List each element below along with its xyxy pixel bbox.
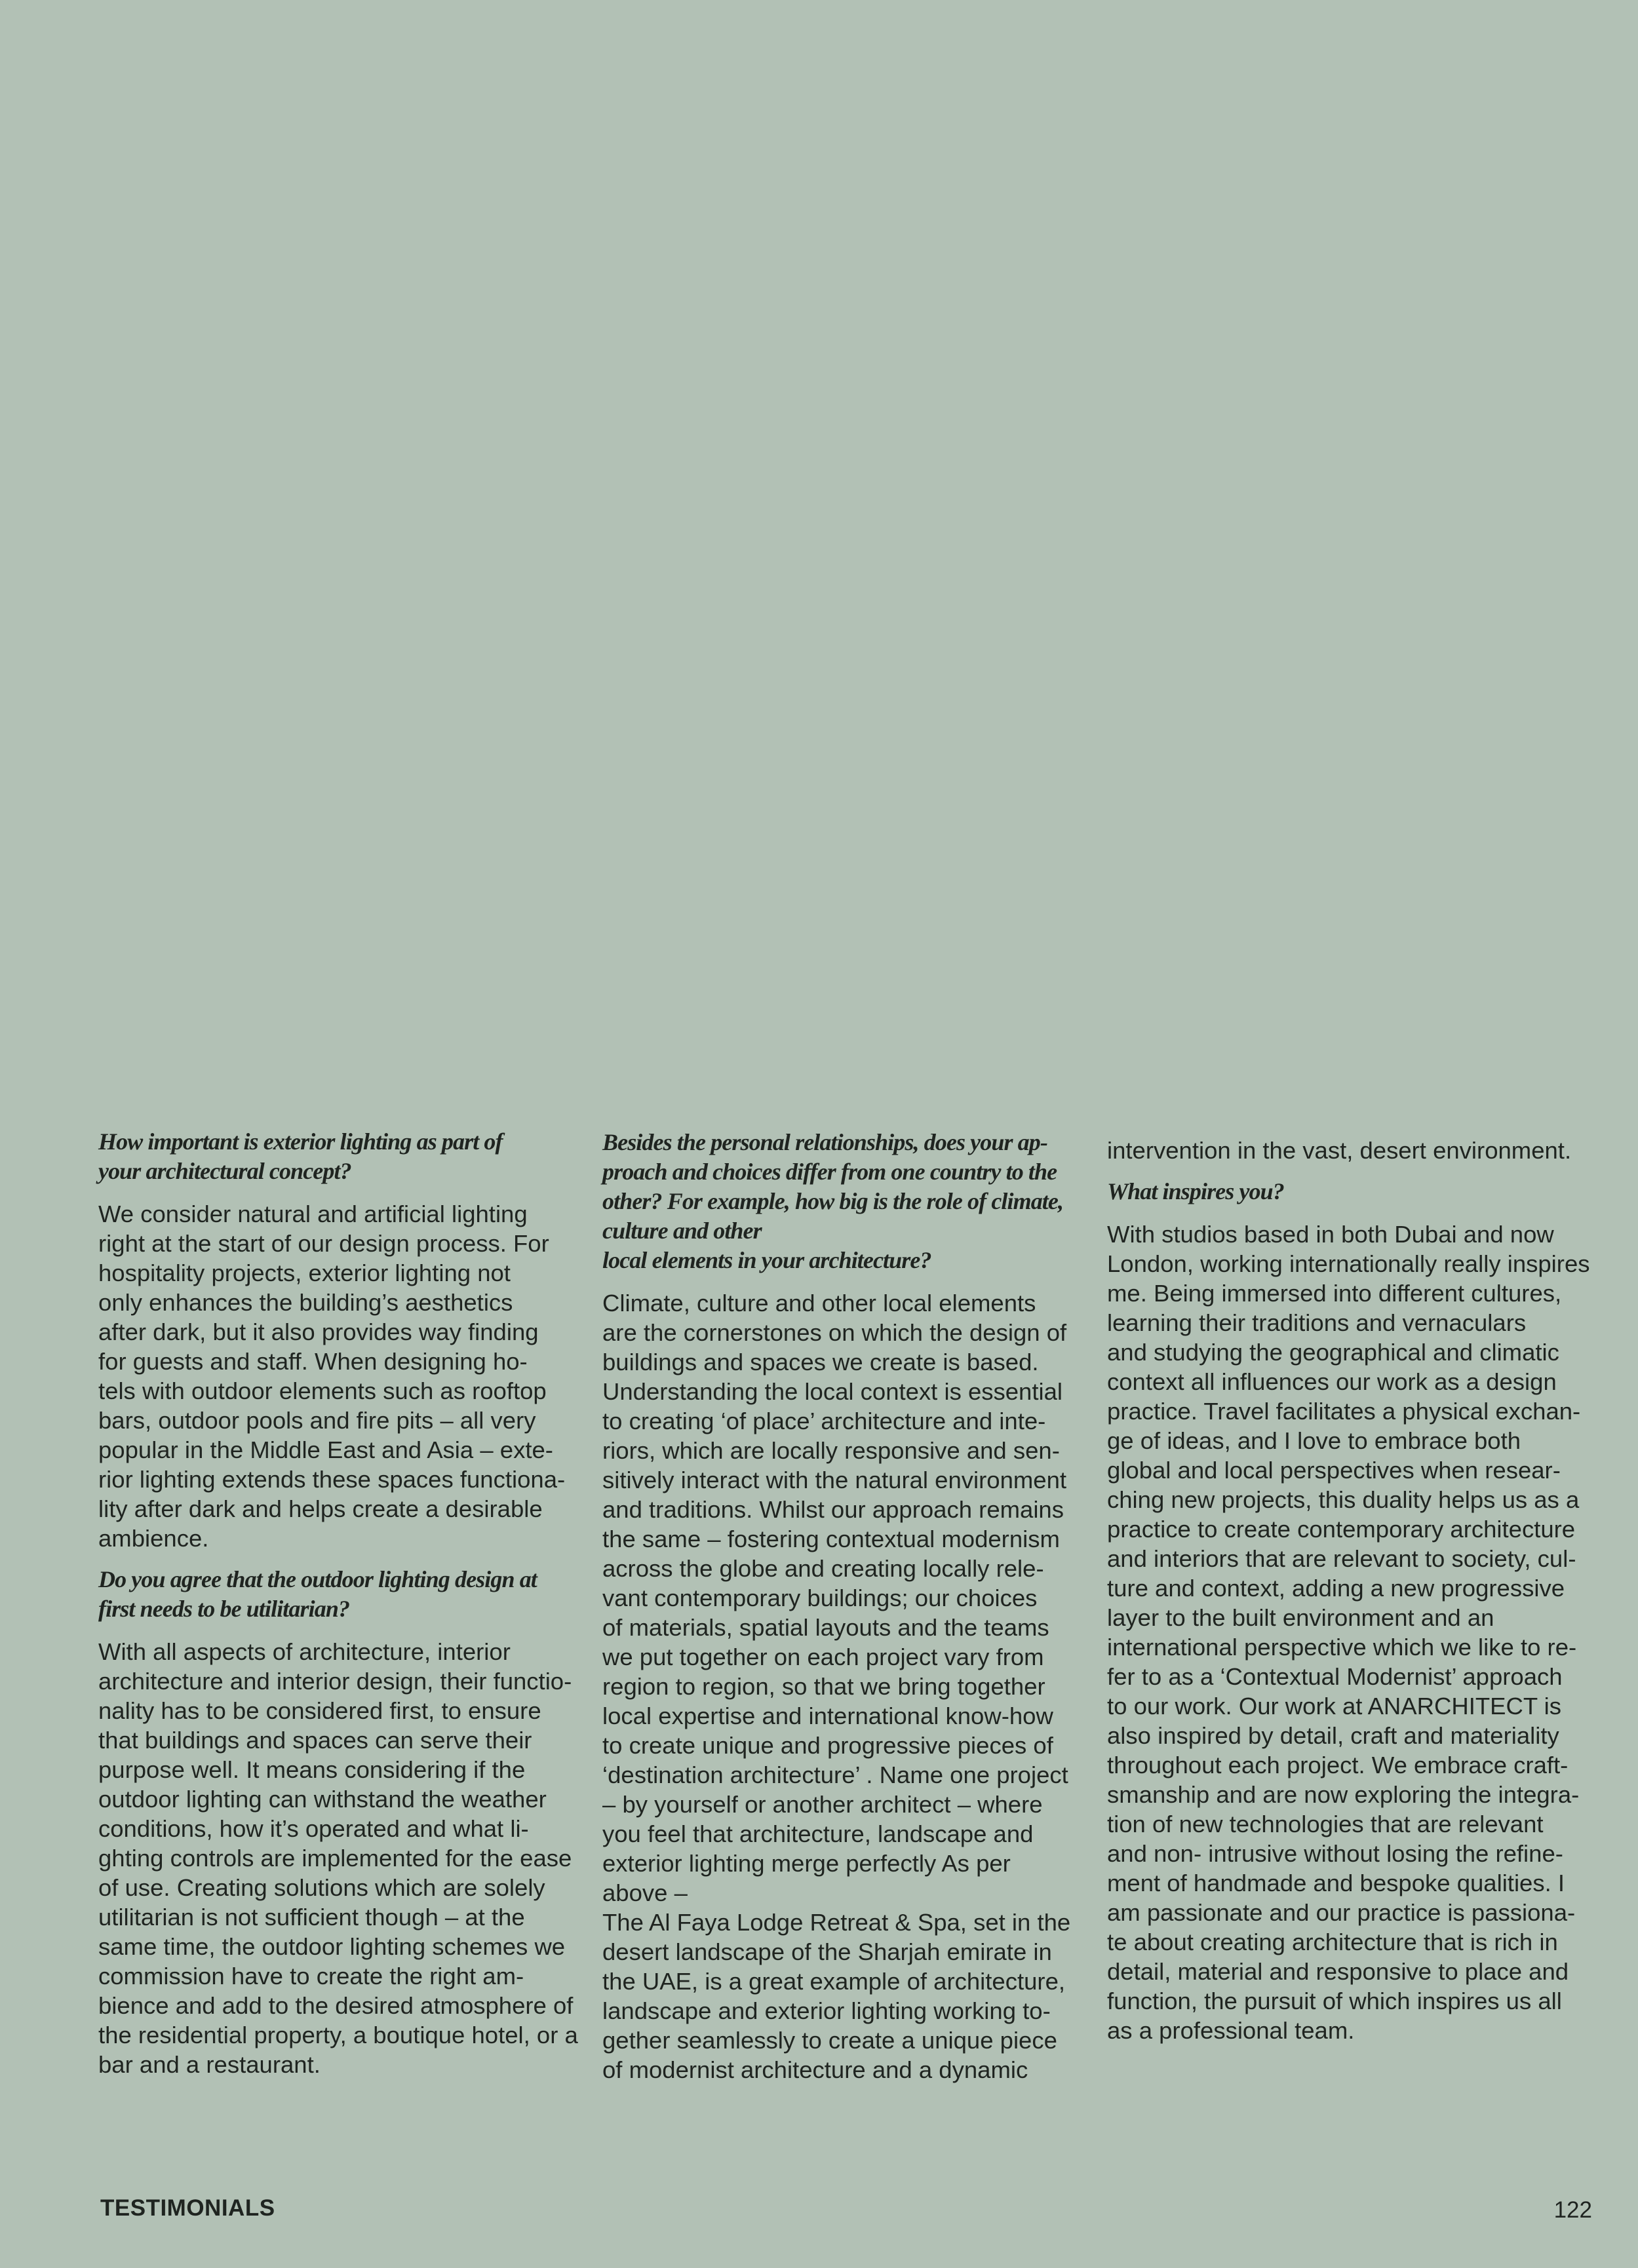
text-line: London, working internationally really inspires [1107, 1250, 1590, 1277]
text-line: learning their traditions and vernaculars [1107, 1309, 1527, 1336]
text-line: Besides the personal relationships, does your ap- [602, 1129, 1047, 1155]
text-line: outdoor lighting can withstand the weather [98, 1786, 547, 1813]
text-line: tion of new technologies that are relevant [1107, 1811, 1544, 1837]
text-line: bience and add to the desired atmosphere of [98, 1992, 574, 2019]
text-line: ture and context, adding a new progressive [1107, 1575, 1565, 1602]
text-line: ment of handmade and bespoke qualities. I [1107, 1870, 1565, 1896]
text-line: and traditions. Whilst our approach remains [602, 1496, 1064, 1523]
text-line: How important is exterior lighting as part of [98, 1128, 503, 1155]
text-line: are the cornerstones on which the design of [602, 1319, 1067, 1346]
text-line: bar and a restaurant. [98, 2051, 321, 2078]
text-line: and interiors that are relevant to society, cul- [1107, 1545, 1576, 1572]
interview-answer [98, 1199, 583, 1553]
interview-answer [98, 1637, 583, 2079]
text-line: hospitality projects, exterior lighting not [98, 1259, 511, 1286]
text-line: we put together on each project vary from [602, 1643, 1044, 1670]
text-line: vant contemporary buildings; our choices [602, 1585, 1038, 1611]
text-line: right at the start of our design process. For [98, 1230, 549, 1257]
text-line: after dark, but it also provides way finding [98, 1318, 539, 1345]
text-line: you feel that architecture, landscape and [602, 1820, 1034, 1847]
text-line: international perspective which we like to re- [1107, 1634, 1577, 1661]
article-column-3 [1107, 1136, 1592, 2057]
text-line: The Al Faya Lodge Retreat & Spa, set in the [602, 1909, 1071, 1936]
text-line: conditions, how it’s operated and what li- [98, 1815, 529, 1842]
text-line: above – [602, 1879, 688, 1906]
text-line: region to region, so that we bring together [602, 1673, 1045, 1700]
text-line: local elements in your architecture? [602, 1247, 931, 1273]
text-line: global and local perspectives when resear- [1107, 1457, 1561, 1484]
article-column-2 [602, 1128, 1087, 2096]
text-line: riors, which are locally responsive and sen- [602, 1437, 1060, 1464]
page-number: 122 [1553, 2197, 1592, 2223]
text-line: to our work. Our work at ANARCHITECT is [1107, 1693, 1561, 1720]
text-line: detail, material and responsive to place and [1107, 1958, 1569, 1985]
text-line: bars, outdoor pools and fire pits – all very [98, 1407, 536, 1434]
text-line: to creating ‘of place’ architecture and inte- [602, 1408, 1046, 1434]
text-line: ambience. [98, 1525, 209, 1552]
text-line: smanship and are now exploring the integra- [1107, 1781, 1580, 1808]
interview-question [98, 1127, 583, 1186]
text-line: am passionate and our practice is passiona- [1107, 1899, 1576, 1926]
text-line: intervention in the vast, desert environment. [1107, 1137, 1572, 1164]
text-line: sitively interact with the natural environment [602, 1467, 1067, 1493]
text-line: ghting controls are implemented for the ease [98, 1845, 572, 1872]
interview-answer [602, 1288, 1087, 2085]
text-line: ‘destination architecture’ . Name one project [602, 1761, 1068, 1788]
text-line: throughout each project. We embrace craft- [1107, 1752, 1569, 1778]
text-line: popular in the Middle East and Asia – exte- [98, 1436, 553, 1463]
text-line: of modernist architecture and a dynamic [602, 2056, 1028, 2083]
text-line: function, the pursuit of which inspires us all [1107, 1988, 1562, 2014]
text-line: practice. Travel facilitates a physical exchan- [1107, 1398, 1581, 1425]
text-line: same time, the outdoor lighting schemes we [98, 1933, 566, 1960]
text-line: of materials, spatial layouts and the teams [602, 1614, 1049, 1641]
text-line: your architectural concept? [98, 1158, 351, 1184]
text-line: to create unique and progressive pieces of [602, 1732, 1053, 1759]
text-line: nality has to be considered first, to ensure [98, 1697, 541, 1724]
text-line: practice to create contemporary architecture [1107, 1516, 1576, 1543]
text-line: te about creating architecture that is rich in [1107, 1929, 1558, 1955]
text-line: first needs to be utilitarian? [98, 1596, 350, 1622]
text-line: proach and choices differ from one country to the [602, 1159, 1057, 1185]
text-line: rior lighting extends these spaces functiona- [98, 1466, 566, 1493]
text-line: other? For example, how big is the role of climate, [602, 1188, 1064, 1214]
text-line: lity after dark and helps create a desirable [98, 1495, 543, 1522]
text-line: Understanding the local context is essential [602, 1378, 1063, 1405]
text-line: utilitarian is not sufficient though – at the [98, 1904, 525, 1931]
text-line: across the globe and creating locally rele- [602, 1555, 1044, 1582]
text-line: the same – fostering contextual modernism [602, 1526, 1060, 1552]
text-line: – by yourself or another architect – where [602, 1791, 1043, 1818]
text-line: ching new projects, this duality helps us as a [1107, 1486, 1580, 1513]
text-line: What inspires you? [1107, 1178, 1284, 1204]
text-line: only enhances the building’s aesthetics [98, 1289, 513, 1316]
text-line: of use. Creating solutions which are solely [98, 1874, 545, 1901]
interview-answer [1107, 1220, 1592, 2045]
section-label: TESTIMONIALS [100, 2195, 275, 2221]
interview-question [602, 1128, 1087, 1275]
text-line: Climate, culture and other local elements [602, 1290, 1036, 1317]
text-line: architecture and interior design, their functio- [98, 1668, 572, 1695]
text-line: We consider natural and artificial lighting [98, 1201, 528, 1227]
text-line: buildings and spaces we create is based. [602, 1349, 1039, 1375]
text-line: Do you agree that the outdoor lighting design at [98, 1566, 537, 1592]
text-line: the residential property, a boutique hotel, or a [98, 2022, 578, 2048]
text-line: purpose well. It means considering if the [98, 1756, 526, 1783]
text-line: With studios based in both Dubai and now [1107, 1221, 1554, 1248]
text-line: me. Being immersed into different cultures, [1107, 1280, 1562, 1307]
text-line: and non- intrusive without losing the refine- [1107, 1840, 1563, 1867]
text-line: that buildings and spaces can serve their [98, 1727, 532, 1754]
text-line: also inspired by detail, craft and materiality [1107, 1722, 1559, 1749]
text-line: context all influences our work as a design [1107, 1368, 1557, 1395]
text-line: as a professional team. [1107, 2017, 1355, 2044]
text-line: desert landscape of the Sharjah emirate in [602, 1938, 1052, 1965]
text-line: exterior lighting merge perfectly As per [602, 1850, 1011, 1877]
interview-question [1107, 1177, 1592, 1206]
text-line: culture and other [602, 1218, 762, 1244]
text-line: for guests and staff. When designing ho- [98, 1348, 528, 1375]
text-line: tels with outdoor elements such as rooftop [98, 1377, 547, 1404]
text-line: and studying the geographical and climatic [1107, 1339, 1559, 1366]
text-line: gether seamlessly to create a unique piece [602, 2027, 1057, 2054]
interview-question [98, 1565, 583, 1624]
text-line: local expertise and international know-how [602, 1702, 1053, 1729]
text-line: ge of ideas, and I love to embrace both [1107, 1427, 1521, 1454]
text-line: commission have to create the right am- [98, 1963, 524, 1989]
text-line: landscape and exterior lighting working to- [602, 1997, 1051, 2024]
interview-answer [1107, 1136, 1592, 1165]
text-line: fer to as a ‘Contextual Modernist’ approach [1107, 1663, 1563, 1690]
article-column-1 [98, 1127, 583, 2091]
text-line: layer to the built environment and an [1107, 1604, 1494, 1631]
text-line: With all aspects of architecture, interior [98, 1638, 511, 1665]
text-line: the UAE, is a great example of architecture, [602, 1968, 1066, 1995]
